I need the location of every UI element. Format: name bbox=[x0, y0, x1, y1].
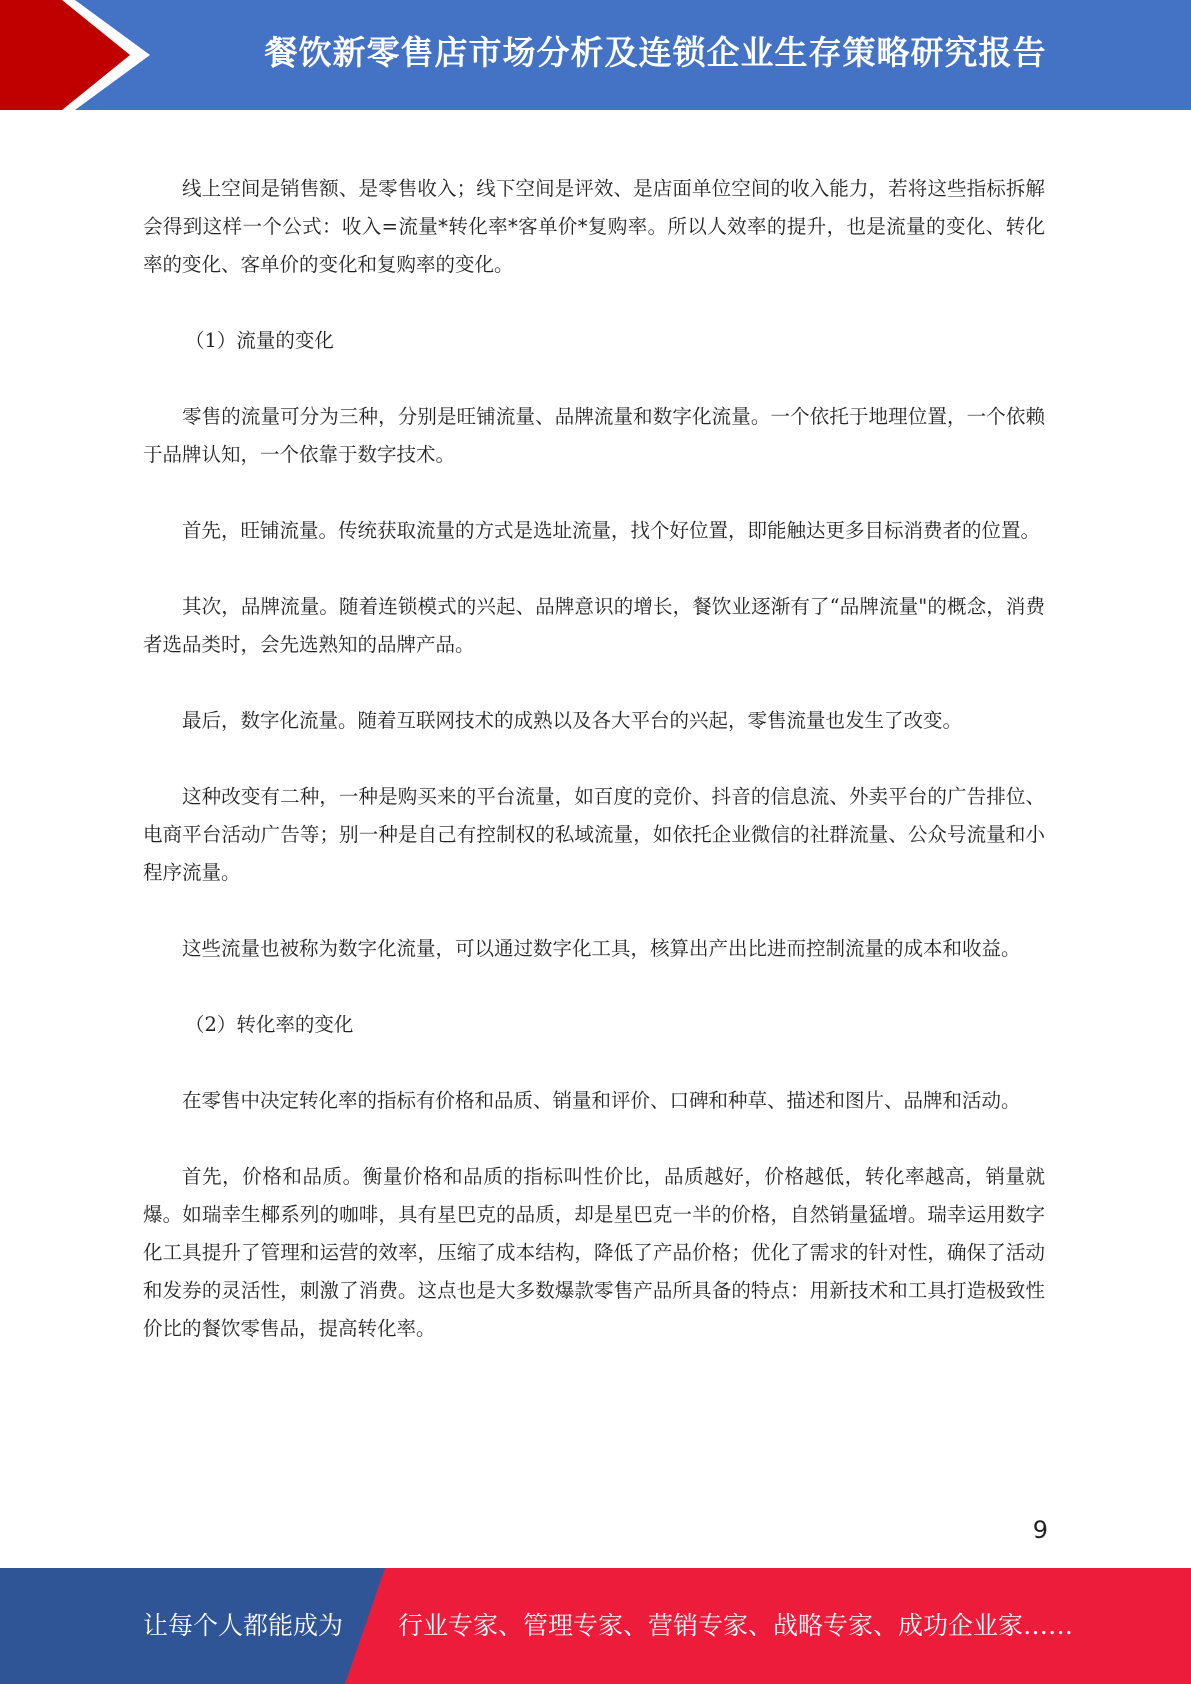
section-heading: （2）转化率的变化 bbox=[185, 1013, 354, 1036]
paragraph: 首先，旺铺流量。传统获取流量的方式是选址流量，找个好位置，即能触达更多目标消费者的位置。 bbox=[182, 519, 1041, 542]
paragraph: 首先，价格和品质。衡量价格和品质的指标叫性价比，品质越好，价格越低，转化率越高，销量就爆。如瑞幸生椰系列的咖啡，具有星巴克的品质，却是星巴克一半的价格，自然销量猛增。瑞幸运用数字化工具提升了管理和运营的效率，压缩了成本结构，降低了产品价格；优化了需求的针对性，确保了活动和发券的灵活性，刺激了消费。这点也是大多数爆款零售产品所具备的特点：用新技术和工具打造极致性价比的餐饮零售品，提高转化率。 bbox=[143, 1165, 1045, 1340]
document-title: 餐饮新零售店市场分析及连锁企业生存策略研究报告 bbox=[264, 33, 1047, 72]
paragraph: 最后，数字化流量。随着互联网技术的成熟以及各大平台的兴起，零售流量也发生了改变。 bbox=[182, 709, 963, 732]
header-chevron-graphic bbox=[0, 0, 150, 110]
page-number: 9 bbox=[1032, 1516, 1048, 1544]
footer-slogan-right: 行业专家、管理专家、营销专家、战略专家、成功企业家…… bbox=[398, 1611, 1074, 1640]
paragraph: 线上空间是销售额、是零售收入；线下空间是评效、是店面单位空间的收入能力，若将这些指标拆解会得到这样一个公式：收入=流量*转化率*客单价*复购率。所以人效率的提升，也是流量的变化、转化率的变化、客单价的变化和复购率的变化。 bbox=[143, 177, 1045, 276]
footer-slogan-left: 让每个人都能成为 bbox=[143, 1611, 344, 1640]
header-banner bbox=[0, 0, 1191, 110]
paragraph: 其次，品牌流量。随着连锁模式的兴起、品牌意识的增长，餐饮业逐渐有了“品牌流量"的概念，消费者选品类时，会先选熟知的品牌产品。 bbox=[143, 595, 1045, 656]
paragraph: 零售的流量可分为三种，分别是旺铺流量、品牌流量和数字化流量。一个依托于地理位置，一个依赖于品牌认知，一个依靠于数字技术。 bbox=[143, 405, 1045, 466]
document-body bbox=[143, 170, 1045, 1386]
section-heading: （1）流量的变化 bbox=[185, 329, 334, 352]
footer-banner bbox=[0, 1568, 1191, 1684]
paragraph: 这种改变有二种，一种是购买来的平台流量，如百度的竞价、抖音的信息流、外卖平台的广告排位、电商平台活动广告等；别一种是自己有控制权的私域流量，如依托企业微信的社群流量、公众号流量和小程序流量。 bbox=[143, 785, 1045, 884]
paragraph: 这些流量也被称为数字化流量，可以通过数字化工具，核算出产出比进而控制流量的成本和收益。 bbox=[182, 937, 1021, 960]
paragraph: 在零售中决定转化率的指标有价格和品质、销量和评价、口碑和种草、描述和图片、品牌和活动。 bbox=[182, 1089, 1021, 1112]
